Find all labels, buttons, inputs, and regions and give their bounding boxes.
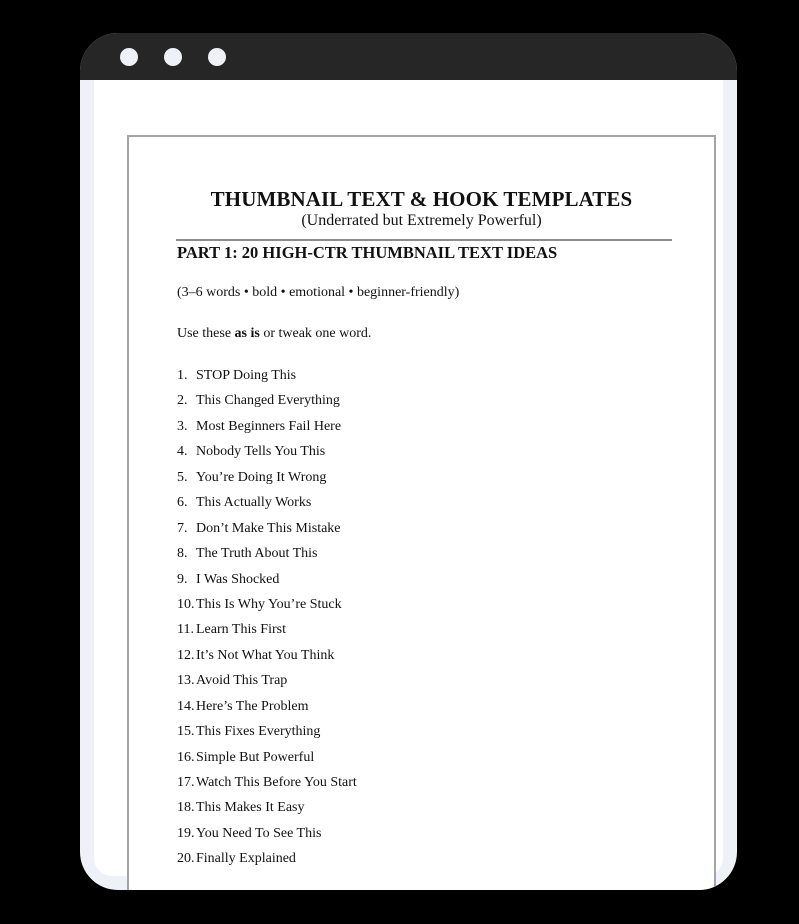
window-control-dot-icon[interactable] xyxy=(120,48,138,66)
item-text: Avoid This Trap xyxy=(196,673,288,689)
document-title: THUMBNAIL TEXT & HOOK TEMPLATES xyxy=(210,187,633,211)
item-number: 17. xyxy=(177,775,195,790)
item-text: This Makes It Easy xyxy=(196,800,305,816)
list-item xyxy=(177,595,357,620)
item-number: 16. xyxy=(177,749,195,765)
item-text: This Actually Works xyxy=(196,495,312,511)
horizontal-rule xyxy=(176,239,672,241)
usage-instruction xyxy=(177,326,371,342)
list-item xyxy=(177,773,357,798)
list-item xyxy=(177,722,357,747)
item-text: This Is Why You’re Stuck xyxy=(196,596,342,612)
item-text: Most Beginners Fail Here xyxy=(196,418,342,434)
format-note: (3–6 words • bold • emotional • beginner-friendly) xyxy=(177,285,460,300)
item-number: 1. xyxy=(177,368,188,383)
item-number: 11. xyxy=(177,622,194,638)
item-number: 3. xyxy=(177,418,188,434)
list-item xyxy=(177,849,357,874)
item-number: 5. xyxy=(177,469,188,485)
list-item xyxy=(177,620,357,645)
list-item xyxy=(177,468,357,493)
instruction-suffix: or tweak one word. xyxy=(259,326,372,341)
instruction-bold: as is xyxy=(234,326,260,341)
item-text: It’s Not What You Think xyxy=(196,647,335,663)
list-item xyxy=(177,519,357,544)
section-heading: PART 1: 20 HIGH-CTR THUMBNAIL TEXT IDEAS xyxy=(177,243,558,262)
list-item xyxy=(177,697,357,722)
item-text: Don’t Make This Mistake xyxy=(196,520,341,536)
list-item xyxy=(177,391,357,416)
document-subtitle: (Underrated but Extremely Powerful) xyxy=(301,212,542,229)
item-number: 15. xyxy=(177,724,195,740)
item-text: Watch This Before You Start xyxy=(196,775,357,790)
item-text: Here’s The Problem xyxy=(196,698,309,714)
list-item xyxy=(177,366,357,391)
list-item xyxy=(177,570,357,595)
document-page xyxy=(127,135,716,890)
list-item xyxy=(177,671,357,696)
instruction-prefix: Use these xyxy=(177,326,235,341)
item-text: This Fixes Everything xyxy=(196,724,321,740)
window-titlebar xyxy=(80,33,737,80)
item-number: 14. xyxy=(177,698,195,714)
document-window xyxy=(80,33,737,890)
item-number: 4. xyxy=(177,444,188,460)
list-item xyxy=(177,798,357,823)
item-number: 13. xyxy=(177,673,195,689)
list-item xyxy=(177,824,357,849)
window-control-dot-icon[interactable] xyxy=(164,48,182,66)
item-number: 20. xyxy=(177,851,195,867)
window-control-dot-icon[interactable] xyxy=(208,48,226,66)
item-number: 10. xyxy=(177,596,195,612)
item-text: Nobody Tells You This xyxy=(196,444,326,460)
list-item xyxy=(177,417,357,442)
item-text: You Need To See This xyxy=(196,825,322,841)
list-item xyxy=(177,748,357,773)
item-number: 7. xyxy=(177,520,188,536)
item-text: Learn This First xyxy=(196,622,286,638)
item-text: This Changed Everything xyxy=(196,393,340,409)
item-number: 12. xyxy=(177,647,195,663)
item-number: 6. xyxy=(177,495,188,511)
item-text: Finally Explained xyxy=(196,851,296,867)
list-item xyxy=(177,544,357,569)
item-number: 8. xyxy=(177,546,188,562)
window-body xyxy=(94,80,723,876)
item-text: Simple But Powerful xyxy=(196,749,315,765)
item-text: You’re Doing It Wrong xyxy=(196,469,327,485)
list-item xyxy=(177,646,357,671)
item-text: STOP Doing This xyxy=(196,368,297,383)
list-item xyxy=(177,442,357,467)
item-text: I Was Shocked xyxy=(196,571,280,587)
item-text: The Truth About This xyxy=(196,546,318,562)
item-number: 19. xyxy=(177,825,195,841)
item-number: 9. xyxy=(177,571,188,587)
thumbnail-ideas-list xyxy=(177,366,357,875)
item-number: 18. xyxy=(177,800,195,816)
item-number: 2. xyxy=(177,393,188,409)
list-item xyxy=(177,493,357,518)
